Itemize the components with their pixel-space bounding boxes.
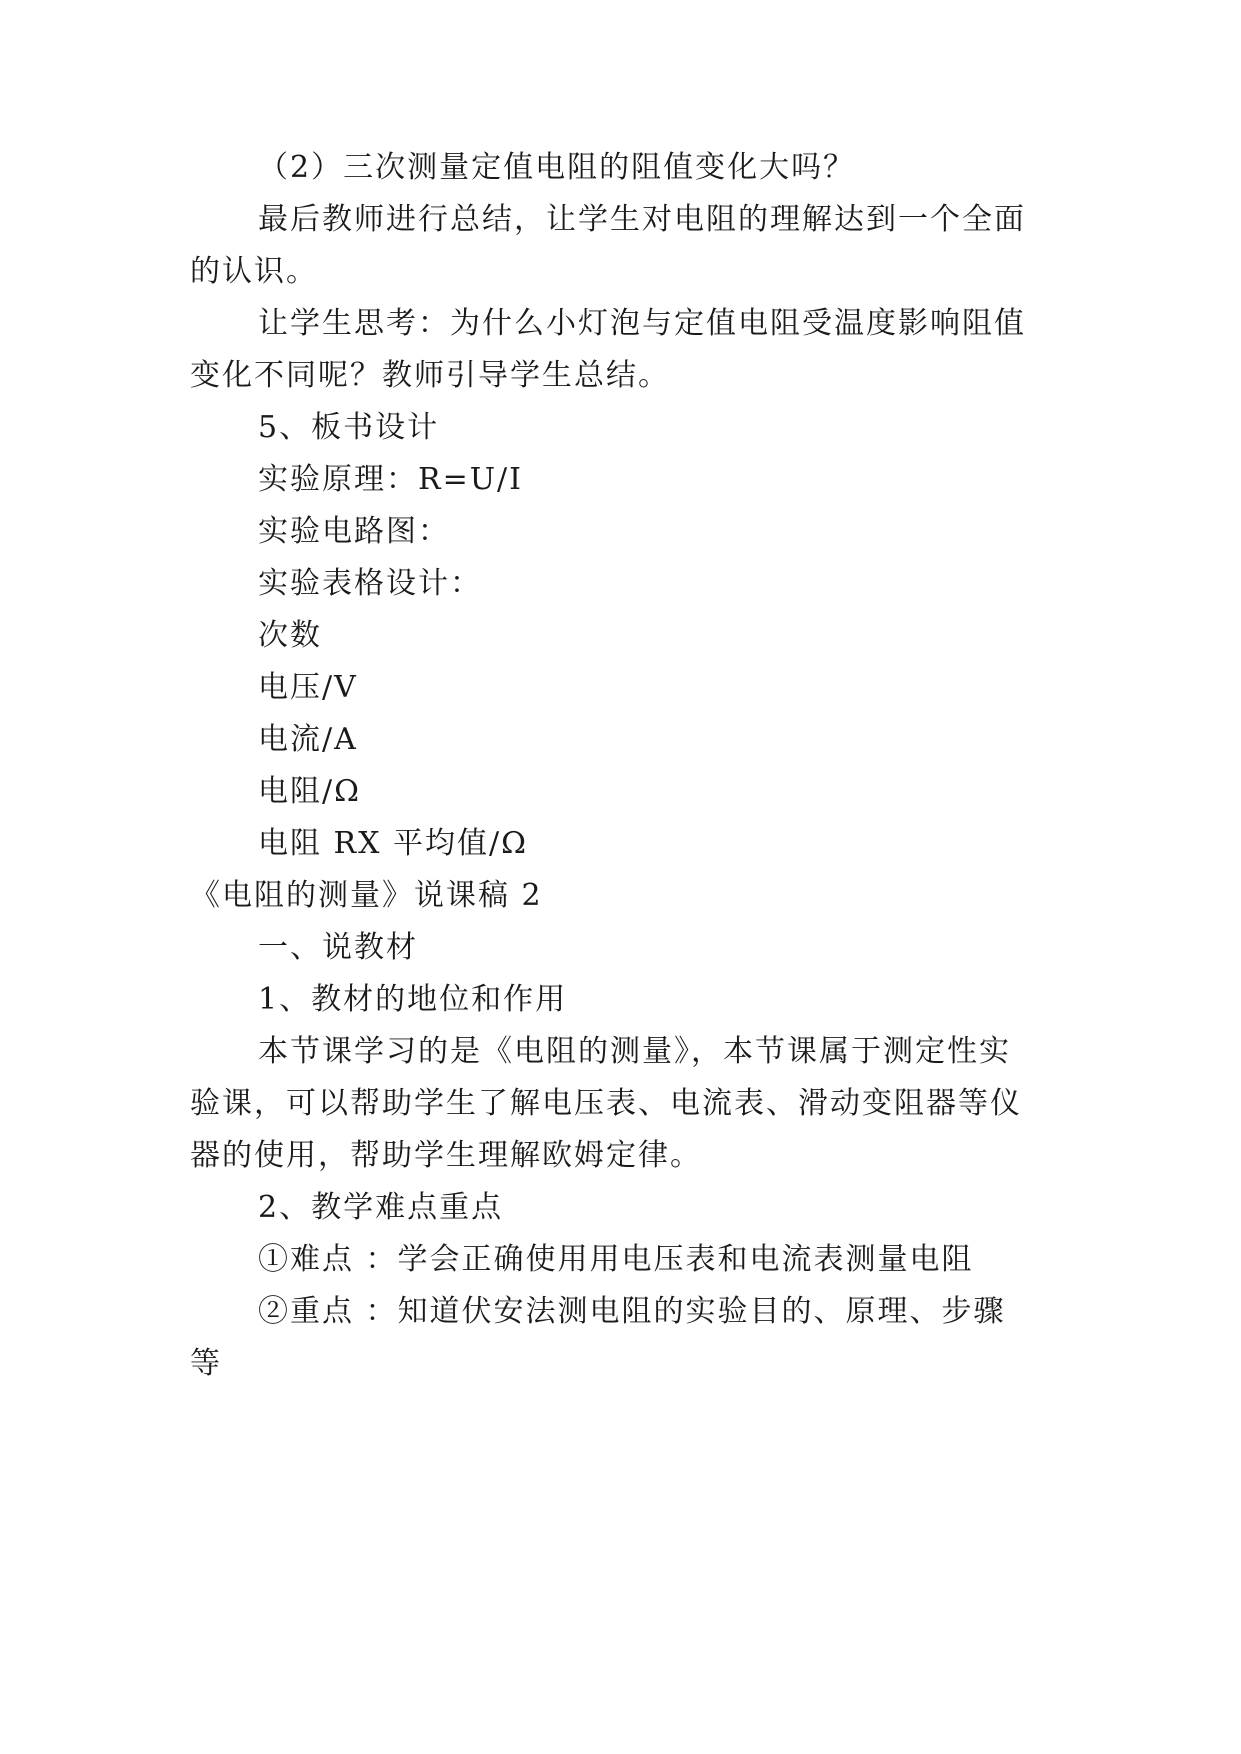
paragraph-line: 的认识。 (190, 254, 318, 289)
paragraph-line: 验课，可以帮助学生了解电压表、电流表、滑动变阻器等仪 (190, 1086, 1022, 1121)
table-label: 电流/A (258, 722, 358, 757)
paragraph-line: 让学生思考：为什么小灯泡与定值电阻受温度影响阻值 (258, 306, 1026, 341)
paragraph-line: 实验表格设计： (258, 566, 482, 601)
paragraph-line: 等 (190, 1346, 222, 1381)
paragraph-line: 变化不同呢？教师引导学生总结。 (190, 358, 670, 393)
paragraph-line: 实验电路图： (258, 514, 450, 549)
section-heading: 1、教材的地位和作用 (258, 982, 568, 1017)
section-heading: 5、板书设计 (258, 410, 440, 445)
document-title: 《电阻的测量》说课稿 2 (190, 878, 543, 913)
paragraph-line: 最后教师进行总结，让学生对电阻的理解达到一个全面 (258, 202, 1026, 237)
table-label: 次数 (258, 618, 322, 653)
section-heading: 2、教学难点重点 (258, 1190, 504, 1225)
paragraph-line: 实验原理：R=U/I (258, 462, 523, 497)
table-label: 电压/V (258, 670, 358, 705)
table-label: 电阻 RX 平均值/Ω (258, 826, 528, 861)
table-label: 电阻/Ω (258, 774, 361, 809)
paragraph-line: 器的使用，帮助学生理解欧姆定律。 (190, 1138, 702, 1173)
list-item: ②重点 ：知道伏安法测电阻的实验目的、原理、步骤 (258, 1294, 1006, 1329)
question-line: （2）三次测量定值电阻的阻值变化大吗？ (258, 150, 856, 185)
section-heading: 一、说教材 (258, 930, 418, 965)
list-item: ①难点 ：学会正确使用用电压表和电流表测量电阻 (258, 1242, 974, 1277)
paragraph-line: 本节课学习的是《电阻的测量》，本节课属于测定性实 (258, 1034, 1011, 1069)
